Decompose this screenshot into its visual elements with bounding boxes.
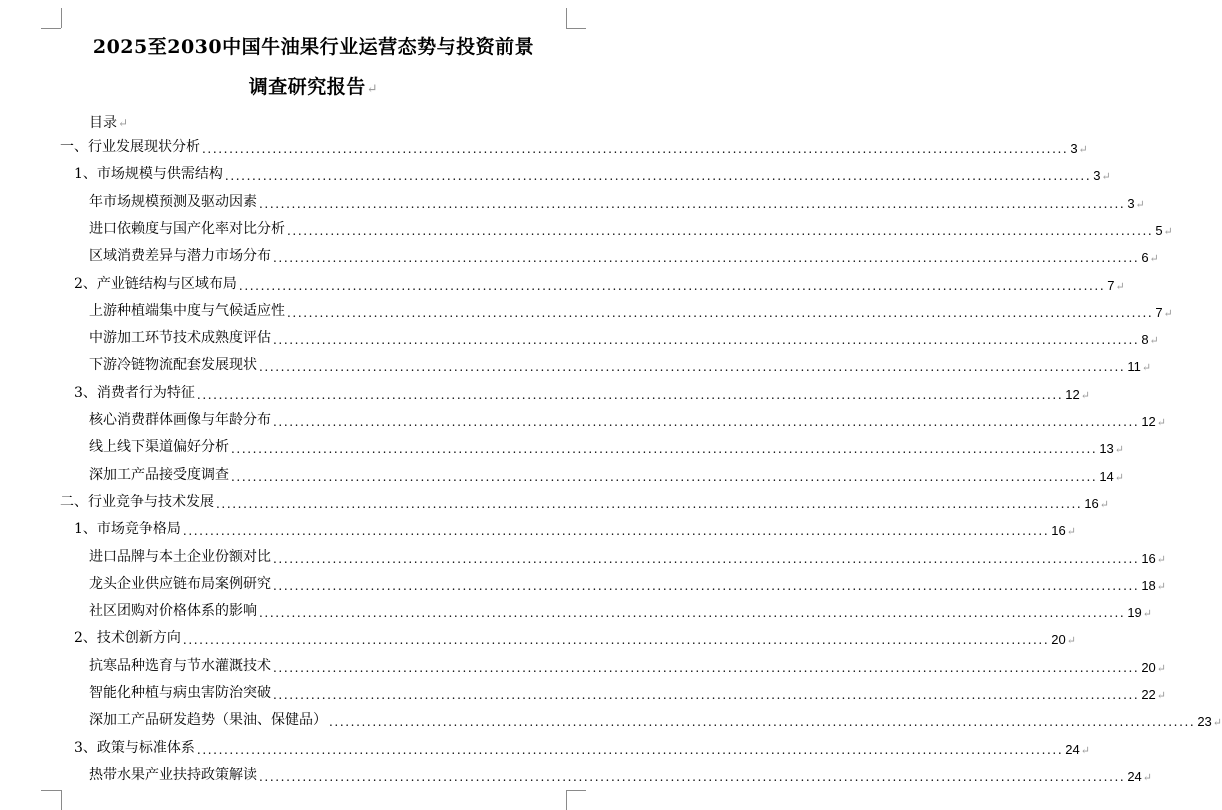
toc-entry-title: 1、市场规模与供需结构 bbox=[74, 166, 223, 183]
toc-entry-level-2[interactable] bbox=[74, 273, 1125, 293]
toc-page-number: 3 bbox=[1070, 141, 1078, 156]
toc-entry-title: 区域消费差异与潜力市场分布 bbox=[89, 248, 271, 265]
toc-entry-level-1[interactable] bbox=[60, 136, 1088, 156]
toc-page-number: 24 bbox=[1127, 768, 1142, 784]
crop-mark-top-right bbox=[566, 8, 567, 28]
toc-page-number: 3 bbox=[1127, 195, 1135, 211]
toc-page-number: 16 bbox=[1084, 495, 1099, 511]
document-title-line-1[interactable] bbox=[61, 32, 566, 59]
toc-heading[interactable] bbox=[89, 112, 128, 132]
toc-page-number: 11 bbox=[1127, 359, 1141, 375]
paragraph-mark: ↵ bbox=[1212, 716, 1222, 730]
toc-page-number: 20 bbox=[1051, 632, 1066, 648]
toc-entry-title: 智能化种植与病虫害防治突破 bbox=[89, 685, 271, 701]
toc-entry-title: 核心消费群体画像与年龄分布 bbox=[89, 412, 271, 428]
paragraph-mark: ↵ bbox=[1156, 579, 1166, 593]
toc-dot-leader: ................................................................................................................................................................ bbox=[216, 496, 1083, 511]
toc-page-number: 20 bbox=[1141, 659, 1156, 675]
document-title-line-2[interactable] bbox=[61, 72, 566, 99]
paragraph-mark: ↵ bbox=[1163, 224, 1173, 238]
toc-dot-leader: ................................................................................................................................................................ bbox=[273, 578, 1140, 593]
toc-page-number: 18 bbox=[1141, 577, 1156, 593]
toc-entry-level-3[interactable] bbox=[89, 709, 1222, 730]
paragraph-mark: ↵ bbox=[1163, 306, 1173, 320]
toc-page-number: 7 bbox=[1107, 277, 1115, 293]
toc-entry-level-2[interactable] bbox=[74, 627, 1076, 648]
crop-mark-top-right bbox=[566, 28, 586, 29]
toc-page-number: 3 bbox=[1093, 168, 1101, 184]
paragraph-mark: ↵ bbox=[1066, 634, 1076, 648]
paragraph-mark: ↵ bbox=[1142, 770, 1152, 784]
paragraph-mark: ↵ bbox=[1066, 525, 1076, 539]
toc-entry-level-3[interactable] bbox=[89, 682, 1166, 702]
toc-entry-title: 中游加工环节技术成熟度评估 bbox=[89, 330, 271, 347]
toc-entry-title: 3、消费者行为特征 bbox=[74, 384, 195, 401]
toc-dot-leader: ................................................................................................................................................................ bbox=[287, 223, 1154, 238]
toc-entry-level-2[interactable] bbox=[74, 163, 1111, 184]
toc-dot-leader: ................................................................................................................................................................ bbox=[238, 278, 1106, 293]
toc-dot-leader: ................................................................................................................................................................ bbox=[259, 196, 1126, 211]
toc-entry-level-3[interactable] bbox=[89, 546, 1166, 566]
toc-dot-leader: ................................................................................................................................................................ bbox=[231, 469, 1098, 484]
toc-dot-leader: ................................................................................................................................................................ bbox=[259, 769, 1126, 784]
paragraph-mark: ↵ bbox=[1135, 197, 1145, 211]
toc-page-number: 16 bbox=[1141, 550, 1156, 566]
document-title-text-2: 调查研究报告 bbox=[248, 76, 366, 98]
paragraph-mark: ↵ bbox=[1142, 607, 1152, 621]
toc-page-number: 19 bbox=[1127, 605, 1142, 621]
paragraph-mark: ↵ bbox=[1149, 334, 1159, 348]
toc-entry-level-1[interactable] bbox=[60, 491, 1109, 511]
toc-dot-leader: ................................................................................................................................................................ bbox=[287, 305, 1154, 320]
paragraph-mark: ↵ bbox=[1114, 470, 1124, 484]
toc-page-number: 22 bbox=[1141, 687, 1156, 702]
crop-mark-bottom-right bbox=[566, 790, 567, 810]
paragraph-mark: ↵ bbox=[1141, 361, 1152, 375]
toc-entry-title: 一、行业发展现状分析 bbox=[60, 139, 200, 155]
toc-entry-title: 社区团购对价格体系的影响 bbox=[89, 603, 257, 620]
toc-dot-leader: ................................................................................................................................................................ bbox=[196, 387, 1064, 402]
toc-dot-leader: ................................................................................................................................................................ bbox=[182, 633, 1050, 648]
toc-entry-title: 二、行业竞争与技术发展 bbox=[60, 493, 214, 510]
toc-dot-leader: ................................................................................................................................................................ bbox=[329, 715, 1196, 730]
toc-page-number: 14 bbox=[1099, 468, 1114, 484]
toc-dot-leader: ................................................................................................................................................................ bbox=[196, 742, 1064, 757]
toc-dot-leader: ................................................................................................................................................................ bbox=[231, 442, 1098, 457]
toc-entry-level-3[interactable] bbox=[89, 354, 1152, 375]
toc-entry-title: 1、市场竞争格局 bbox=[74, 521, 181, 538]
toc-dot-leader: ................................................................................................................................................................ bbox=[202, 142, 1069, 156]
paragraph-mark: ↵ bbox=[1080, 743, 1090, 757]
toc-dot-leader: ................................................................................................................................................................ bbox=[182, 524, 1050, 539]
paragraph-mark: ↵ bbox=[118, 116, 129, 130]
toc-page-number: 13 bbox=[1099, 441, 1114, 457]
toc-heading-text: 目录 bbox=[89, 115, 117, 131]
toc-entry-title: 上游种植端集中度与气候适应性 bbox=[89, 302, 285, 319]
paragraph-mark: ↵ bbox=[1149, 252, 1159, 266]
paragraph-mark: ↵ bbox=[366, 82, 379, 97]
toc-entry-level-2[interactable] bbox=[74, 737, 1090, 757]
crop-mark-bottom-left bbox=[61, 790, 62, 810]
toc-entry-level-3[interactable] bbox=[89, 436, 1124, 457]
toc-entry-title: 抗寒品种选育与节水灌溉技术 bbox=[89, 657, 271, 674]
toc-entry-title: 深加工产品接受度调查 bbox=[89, 466, 229, 483]
toc-page-number: 6 bbox=[1141, 250, 1149, 266]
toc-entry-title: 龙头企业供应链布局案例研究 bbox=[89, 575, 271, 592]
paragraph-mark: ↵ bbox=[1115, 279, 1125, 293]
toc-page-number: 23 bbox=[1197, 714, 1212, 730]
crop-mark-top-left bbox=[61, 8, 62, 28]
toc-page-number: 24 bbox=[1065, 741, 1080, 757]
toc-entry-level-3[interactable] bbox=[89, 573, 1166, 593]
toc-entry-level-3[interactable] bbox=[89, 655, 1166, 675]
toc-dot-leader: ................................................................................................................................................................ bbox=[273, 660, 1140, 675]
toc-entry-level-3[interactable] bbox=[89, 191, 1145, 211]
toc-entry-level-2[interactable] bbox=[74, 518, 1076, 539]
toc-entry-title: 深加工产品研发趋势（果油、保健品） bbox=[89, 712, 327, 729]
crop-mark-bottom-left bbox=[41, 790, 61, 791]
toc-entry-level-3[interactable] bbox=[89, 464, 1124, 484]
paragraph-mark: ↵ bbox=[1156, 661, 1166, 675]
toc-dot-leader: ................................................................................................................................................................ bbox=[273, 551, 1140, 566]
toc-page-number: 5 bbox=[1155, 222, 1163, 238]
toc-entry-title: 进口品牌与本土企业份额对比 bbox=[89, 548, 271, 565]
toc-dot-leader: ................................................................................................................................................................ bbox=[273, 333, 1140, 348]
toc-entry-level-3[interactable] bbox=[89, 764, 1152, 784]
toc-dot-leader: ................................................................................................................................................................ bbox=[259, 606, 1126, 621]
toc-entry-level-3[interactable] bbox=[89, 409, 1166, 429]
toc-entry-title: 热带水果产业扶持政策解读 bbox=[89, 766, 257, 783]
toc-entry-level-3[interactable] bbox=[89, 300, 1173, 320]
toc-entry-title: 3、政策与标准体系 bbox=[74, 739, 195, 756]
paragraph-mark: ↵ bbox=[1078, 143, 1088, 156]
toc-entry-level-3[interactable] bbox=[89, 600, 1152, 621]
toc-page-number: 16 bbox=[1051, 523, 1066, 539]
paragraph-mark: ↵ bbox=[1156, 552, 1166, 566]
toc-entry-title: 2、产业链结构与区域布局 bbox=[74, 275, 237, 292]
toc-page-number: 8 bbox=[1141, 332, 1149, 348]
toc-page-number: 12 bbox=[1141, 414, 1156, 429]
toc-entry-title: 年市场规模预测及驱动因素 bbox=[89, 193, 257, 210]
paragraph-mark: ↵ bbox=[1080, 388, 1090, 402]
toc-dot-leader: ................................................................................................................................................................ bbox=[224, 169, 1092, 184]
toc-entry-title: 下游冷链物流配套发展现状 bbox=[89, 357, 257, 374]
paragraph-mark: ↵ bbox=[1156, 416, 1166, 429]
toc-entry-level-3[interactable] bbox=[89, 327, 1159, 348]
toc-entry-level-2[interactable] bbox=[74, 382, 1090, 402]
paragraph-mark: ↵ bbox=[1156, 689, 1166, 702]
paragraph-mark: ↵ bbox=[1099, 497, 1109, 511]
paragraph-mark: ↵ bbox=[1101, 170, 1111, 184]
toc-dot-leader: ................................................................................................................................................................ bbox=[273, 415, 1140, 429]
crop-mark-bottom-right bbox=[566, 790, 586, 791]
crop-mark-top-left bbox=[41, 28, 61, 29]
toc-entry-level-3[interactable] bbox=[89, 245, 1159, 266]
toc-entry-title: 进口依赖度与国产化率对比分析 bbox=[89, 220, 285, 237]
toc-entry-level-3[interactable] bbox=[89, 218, 1173, 238]
toc-entry-title: 线上线下渠道偏好分析 bbox=[89, 439, 229, 456]
toc-dot-leader: ................................................................................................................................................................ bbox=[273, 688, 1140, 702]
toc-page-number: 12 bbox=[1065, 386, 1080, 402]
toc-dot-leader: ................................................................................................................................................................ bbox=[273, 251, 1140, 266]
toc-dot-leader: ................................................................................................................................................................ bbox=[259, 360, 1126, 375]
toc-page-number: 7 bbox=[1155, 304, 1163, 320]
toc-entry-title: 2、技术创新方向 bbox=[74, 630, 181, 647]
document-title-text-1: 2025至2030中国牛油果行业运营态势与投资前景 bbox=[92, 36, 535, 58]
paragraph-mark: ↵ bbox=[1114, 443, 1124, 457]
